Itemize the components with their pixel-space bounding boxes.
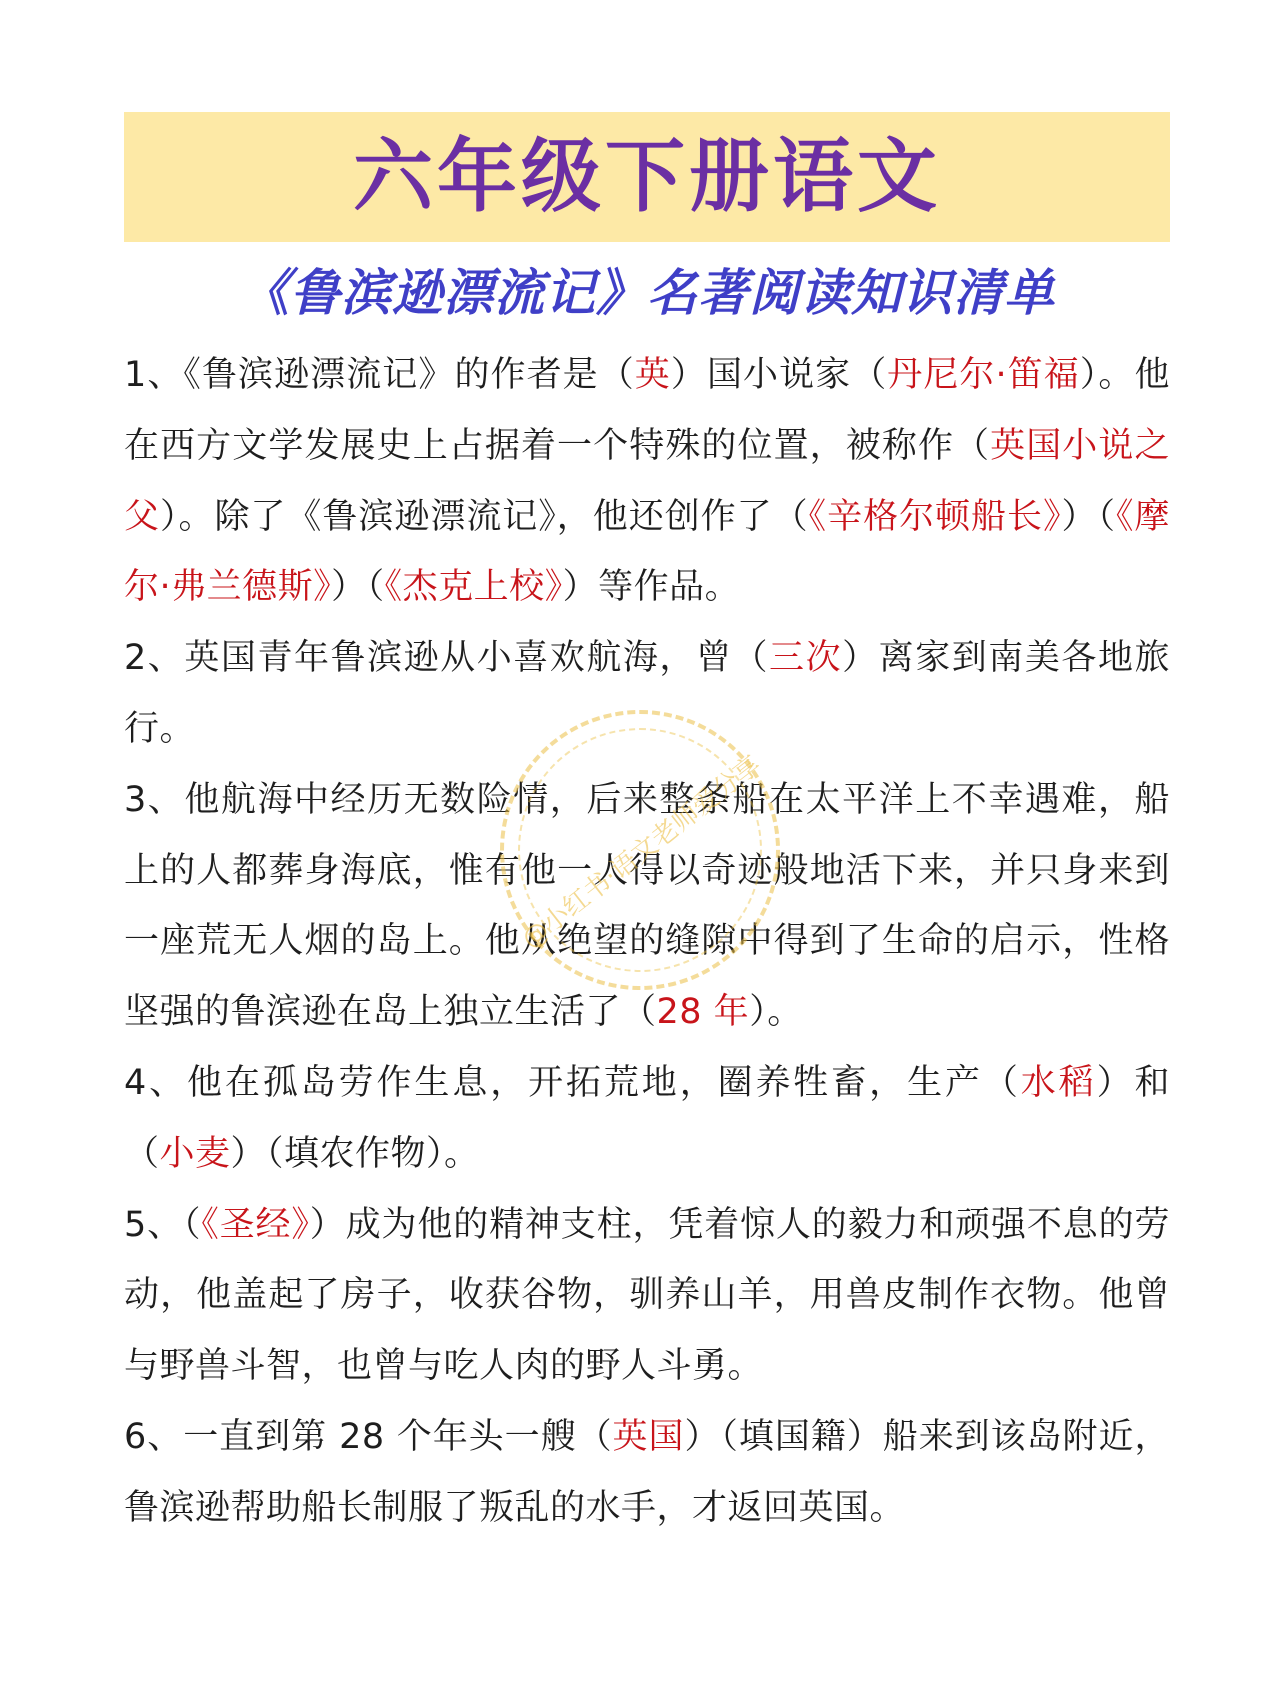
list-item <box>124 765 1170 1048</box>
item-text: ）（ <box>1061 496 1116 537</box>
item-text: ）国小说家（ <box>670 355 888 395</box>
page-title: 六年级下册语文 <box>353 130 941 223</box>
item-text: 4、他在孤岛劳作生息，开拓荒地，圈养牲畜，生产（ <box>124 1062 1021 1103</box>
list-item <box>124 340 1170 623</box>
item-text: ）（填国籍）船来到该岛附近，鲁滨逊帮助船长制服了叛乱的水手，才返回英国。 <box>124 1416 1170 1528</box>
answer-text: 水稻 <box>1020 1062 1097 1103</box>
item-text: ）（填农作物）。 <box>230 1133 480 1174</box>
item-text: ）成为他的精神支柱，凭着惊人的毅力和顽强不息的劳动，他盖起了房子，收获谷物，驯养山羊，用兽皮制作衣物。他曾与野兽斗智，也曾与吃人肉的野人斗勇。 <box>124 1204 1170 1387</box>
item-text: ）和（ <box>124 1062 1170 1174</box>
item-text: ）等作品。 <box>562 567 741 608</box>
answer-text: 丹尼尔·笛福 <box>887 355 1080 395</box>
answer-text: 《杰克上校》 <box>384 567 563 608</box>
list-item <box>124 1190 1170 1402</box>
item-text: 2、英国青年鲁滨逊从小喜欢航海，曾（ <box>124 638 770 679</box>
list-item <box>124 1402 1170 1544</box>
answer-text: 三次 <box>769 638 843 679</box>
item-text: 1、《鲁滨逊漂流记》的作者是（ <box>124 355 635 395</box>
answer-text: 《摩尔·弗兰德斯》 <box>124 496 1170 608</box>
item-text: 6、一直到第 28 个年头一艘（ <box>124 1416 613 1457</box>
item-text: ）。 <box>749 992 803 1033</box>
title-banner <box>124 112 1170 242</box>
item-text: 5、（ <box>124 1204 202 1245</box>
item-text: 3、他航海中经历无数险情，后来整条船在太平洋上不幸遇难，船上的人都葬身海底，惟有他一人得以奇迹般地活下来，并只身来到一座荒无人烟的岛上。他从绝望的缝隙中得到了生命的启示，性格坚强的鲁滨逊在岛上独立生活了（ <box>124 779 1170 1033</box>
knowledge-list <box>124 340 1170 1544</box>
list-item <box>124 623 1170 765</box>
item-text: ）（ <box>331 567 385 608</box>
answer-text: 《圣经》 <box>201 1204 310 1245</box>
answer-text: 英国 <box>612 1416 685 1457</box>
item-text: ）离家到南美各地旅行。 <box>124 638 1170 749</box>
watermark-text: @小红书·语文老师爱分享 <box>516 749 767 955</box>
answer-text: 英 <box>634 355 671 395</box>
answer-text: 小麦 <box>159 1133 231 1174</box>
page-subtitle: 《鲁滨逊漂流记》名著阅读知识清单 <box>239 264 1055 322</box>
list-item <box>124 1048 1170 1190</box>
answer-text: 28 年 <box>656 992 750 1033</box>
answer-text: 英国小说之父 <box>124 425 1170 537</box>
item-text: ）。他在西方文学发展史上占据着一个特殊的位置，被称作（ <box>124 355 1170 466</box>
item-text: ）。除了《鲁滨逊漂流记》，他还创作了（ <box>159 496 809 537</box>
answer-text: 《辛格尔顿船长》 <box>808 496 1062 537</box>
